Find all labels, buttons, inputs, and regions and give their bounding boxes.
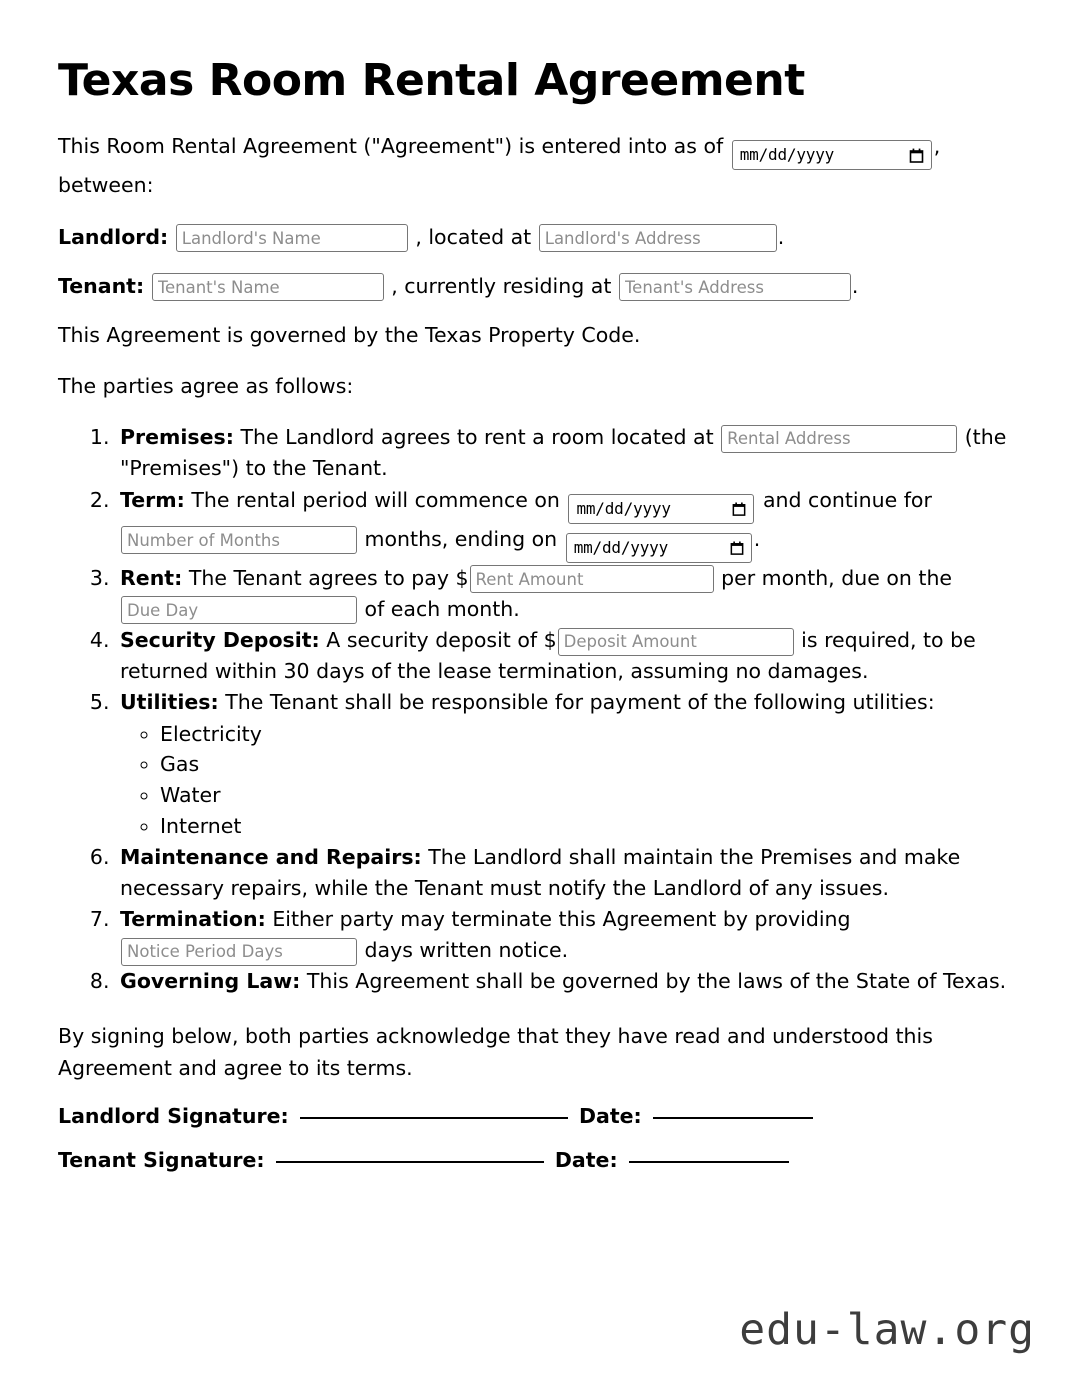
termination-heading: Termination: bbox=[120, 906, 266, 931]
security-deposit-text-after: is required, to be returned within 30 days of the lease termination, assuming no damages. bbox=[120, 628, 976, 684]
acknowledgement-paragraph: By signing below, both parties acknowledge that they have read and understood this Agreement and agree to its terms. bbox=[58, 1024, 933, 1080]
landlord-date-label: Date: bbox=[578, 1103, 642, 1128]
landlord-located-at-text: , located at bbox=[415, 224, 532, 249]
intro-paragraph bbox=[58, 131, 1017, 201]
list-item: ◦ Gas bbox=[160, 749, 1017, 780]
term-end-date-value: mm/dd/yyyy bbox=[573, 537, 669, 557]
intro-text-after-date: , between: bbox=[58, 134, 941, 198]
list-item: ◦ Water bbox=[160, 780, 1017, 811]
landlord-line bbox=[58, 222, 1017, 253]
security-deposit-heading: Security Deposit: bbox=[120, 628, 320, 653]
landlord-signature-label: Landlord Signature: bbox=[58, 1103, 289, 1128]
governing-law-text: This Agreement shall be governed by the laws of the State of Texas. bbox=[306, 969, 1007, 994]
terms-list bbox=[58, 422, 1017, 997]
term-text-before-start: The rental period will commence on bbox=[191, 487, 560, 512]
parties-agree-sentence: The parties agree as follows: bbox=[58, 374, 354, 399]
agreement-date-value: mm/dd/yyyy bbox=[739, 145, 835, 165]
notice-period-days-input[interactable] bbox=[121, 938, 357, 966]
rent-text-after: of each month. bbox=[364, 596, 520, 621]
number-of-months-input[interactable] bbox=[121, 526, 357, 554]
landlord-trailing-period: . bbox=[777, 224, 785, 249]
term-item-premises bbox=[116, 422, 1017, 484]
site-watermark: edu-law.org bbox=[739, 1305, 1035, 1355]
tenant-date-label: Date: bbox=[554, 1147, 618, 1172]
termination-text-before: Either party may terminate this Agreement by providing bbox=[272, 906, 851, 931]
term-item-maintenance bbox=[116, 842, 1017, 904]
term-item-term bbox=[116, 485, 1017, 563]
utilities-list bbox=[120, 719, 1017, 842]
termination-text-after: days written notice. bbox=[364, 938, 569, 963]
tenant-residing-at-text: , currently residing at bbox=[391, 273, 612, 298]
term-start-date-value: mm/dd/yyyy bbox=[576, 498, 671, 518]
maintenance-heading: Maintenance and Repairs: bbox=[120, 844, 422, 869]
calendar-icon[interactable] bbox=[731, 501, 747, 517]
tenant-trailing-period: . bbox=[851, 273, 859, 298]
term-start-date-input[interactable] bbox=[568, 494, 754, 524]
tenant-line bbox=[58, 271, 1017, 302]
tenant-date-line[interactable] bbox=[629, 1161, 789, 1163]
term-item-utilities bbox=[116, 687, 1017, 841]
rental-address-input[interactable] bbox=[721, 425, 957, 453]
term-item-rent bbox=[116, 563, 1017, 625]
premises-text-after: (the "Premises") to the Tenant. bbox=[120, 425, 1007, 481]
tenant-signature-row bbox=[58, 1148, 1017, 1172]
term-item-termination bbox=[116, 904, 1017, 966]
tenant-signature-label: Tenant Signature: bbox=[58, 1147, 265, 1172]
intro-text-before-date: This Room Rental Agreement ("Agreement") is entered into as of bbox=[58, 134, 724, 159]
landlord-date-line[interactable] bbox=[653, 1117, 813, 1119]
security-deposit-text-before: A security deposit of $ bbox=[326, 628, 557, 653]
utilities-heading: Utilities: bbox=[120, 690, 219, 715]
rent-amount-input[interactable] bbox=[470, 565, 714, 593]
landlord-signature-line[interactable] bbox=[300, 1117, 568, 1119]
calendar-icon[interactable] bbox=[729, 540, 745, 556]
utilities-text: The Tenant shall be responsible for payment of the following utilities: bbox=[225, 690, 935, 715]
landlord-address-input[interactable] bbox=[539, 224, 777, 252]
governing-sentence: This Agreement is governed by the Texas Property Code. bbox=[58, 322, 641, 347]
maintenance-text: The Landlord shall maintain the Premises and make necessary repairs, while the Tenant must notify the Landlord of any issues. bbox=[120, 844, 961, 900]
rent-heading: Rent: bbox=[120, 565, 183, 590]
term-end-date-input[interactable] bbox=[566, 533, 752, 563]
deposit-amount-input[interactable] bbox=[558, 628, 794, 656]
list-item: ◦ Electricity bbox=[160, 719, 1017, 750]
page-title: Texas Room Rental Agreement bbox=[58, 55, 805, 106]
rent-text-before: The Tenant agrees to pay $ bbox=[188, 565, 469, 590]
term-item-security-deposit bbox=[116, 625, 1017, 687]
rent-text-middle: per month, due on the bbox=[721, 565, 953, 590]
list-item: ◦ Internet bbox=[160, 811, 1017, 842]
term-text-before-end: months, ending on bbox=[364, 526, 558, 551]
tenant-address-input[interactable] bbox=[619, 273, 851, 301]
tenant-signature-line[interactable] bbox=[276, 1161, 544, 1163]
term-trailing-period: . bbox=[753, 526, 761, 551]
term-heading: Term: bbox=[120, 487, 185, 512]
agreement-date-input[interactable] bbox=[732, 140, 932, 170]
tenant-label: Tenant: bbox=[58, 273, 145, 298]
term-item-governing-law bbox=[116, 966, 1017, 997]
landlord-name-input[interactable] bbox=[176, 224, 408, 252]
premises-text-before: The Landlord agrees to rent a room located at bbox=[240, 425, 714, 450]
premises-heading: Premises: bbox=[120, 425, 234, 450]
landlord-signature-row bbox=[58, 1104, 1017, 1128]
landlord-label: Landlord: bbox=[58, 224, 169, 249]
due-day-input[interactable] bbox=[121, 596, 357, 624]
calendar-icon[interactable] bbox=[908, 147, 925, 164]
governing-law-heading: Governing Law: bbox=[120, 969, 301, 994]
term-text-after-start: and continue for bbox=[762, 487, 932, 512]
tenant-name-input[interactable] bbox=[152, 273, 384, 301]
